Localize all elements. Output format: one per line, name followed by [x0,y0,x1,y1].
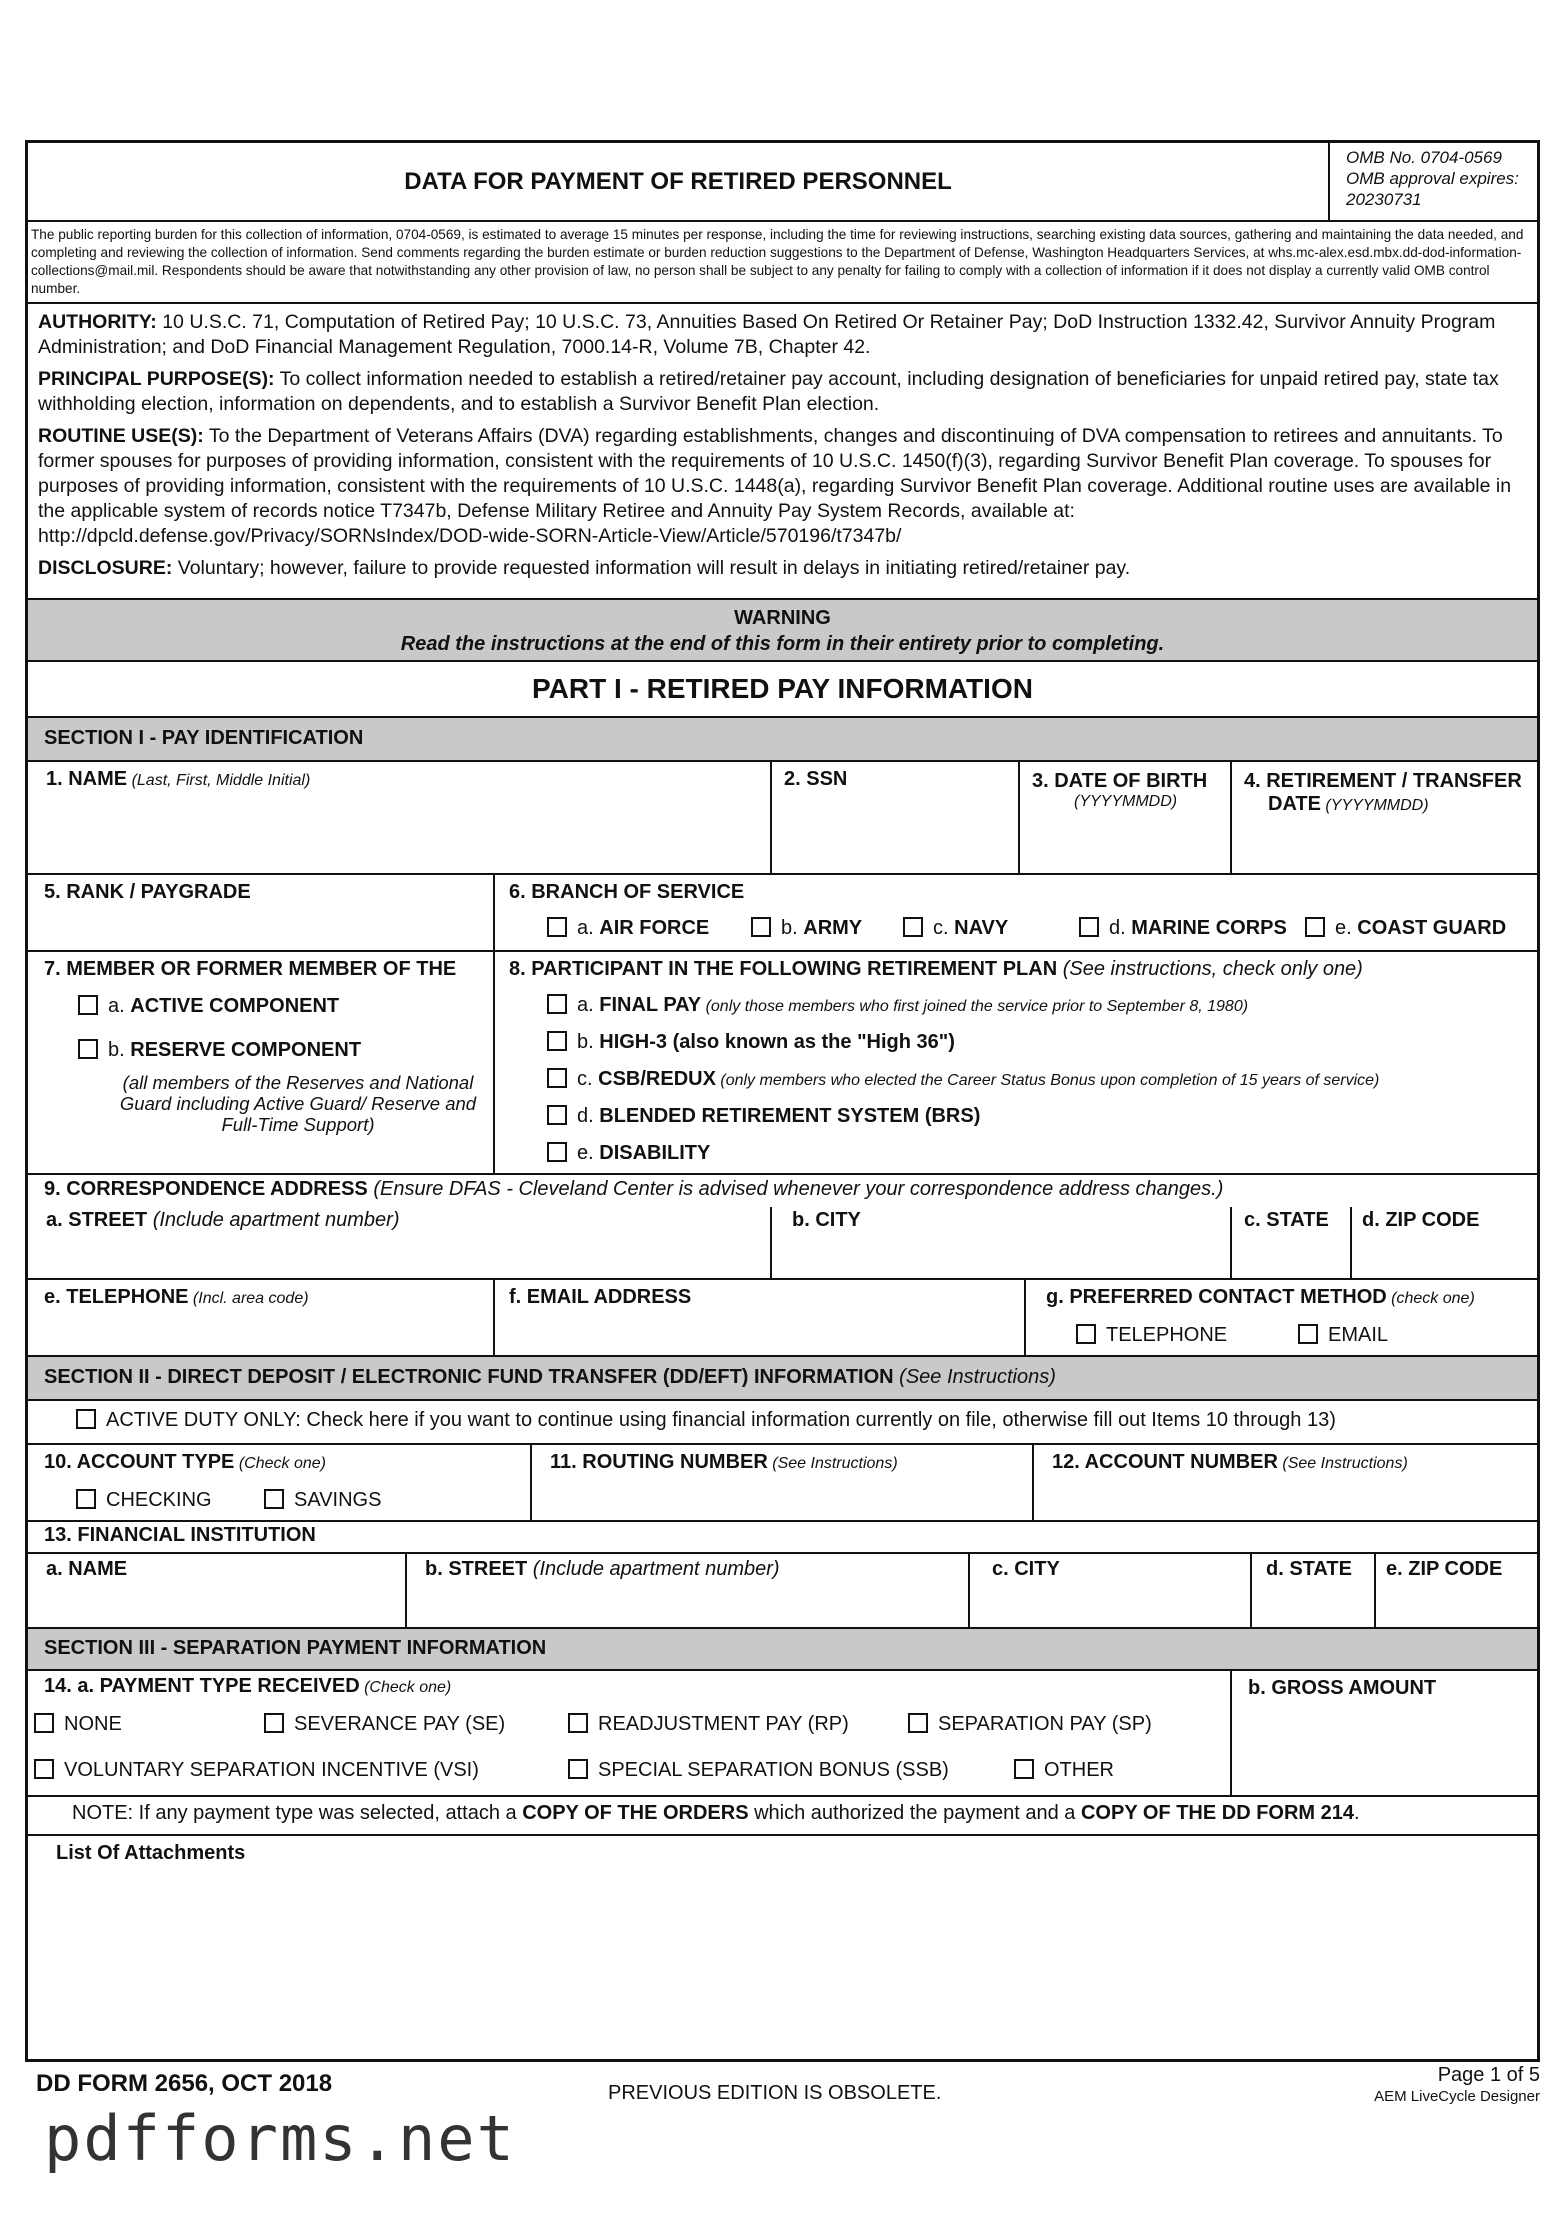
email-field[interactable] [493,1280,1024,1355]
payment-type-hint: (Check one) [359,1679,452,1696]
city-label: b. CITY [792,1209,861,1231]
account-type-field [28,1445,530,1520]
pay-option-label: VOLUNTARY SEPARATION INCENTIVE (VSI) [64,1759,479,1781]
account-number-field[interactable] [1032,1445,1537,1520]
plan-field [493,952,1537,1173]
csb-redux-checkbox[interactable] [547,1068,567,1088]
plan-brs[interactable] [547,1105,980,1128]
member-reserve[interactable] [78,1039,361,1062]
row-address [28,1207,1537,1278]
plan-high-3[interactable] [547,1031,955,1054]
branch-navy[interactable] [903,917,1008,940]
financial-institution-header [28,1520,1537,1552]
fi-zip-label: e. ZIP CODE [1386,1558,1503,1580]
authority-paragraph [38,310,1529,360]
branch-option-label: NAVY [954,917,1009,939]
pay-option-label: SPECIAL SEPARATION BONUS (SSB) [598,1759,949,1781]
burden-statement: The public reporting burden for this collection of information, 0704-0569, is estimated to average 15 minutes per response, including the time for reviewing instructions, searching existing data sources, gathering and maintaining the data needed, and completing and reviewing the collection of information. Send comments regarding the burden estimate or burden reduction suggestions to the Department of Defense, Washington Headquarters Services, at whs.mc-alex.esd.mbx.dd-dod-information-collections@mail.mil. Respondents should be aware that notwithstanding any other provision of law, no person shall be subject to any penalty for failing to comply with a collection of information if it does not display a currently valid OMB control number. [28,220,1537,302]
pay-option-label: SEVERANCE PAY (SE) [294,1713,506,1735]
contact-option-label: EMAIL [1328,1324,1389,1346]
active-duty-text: ACTIVE DUTY ONLY: Check here if you want to continue using financial information currently on file, otherwise fill out Items 10 through 13) [106,1409,1336,1431]
section-two-hint: (See Instructions) [893,1366,1056,1388]
other-checkbox[interactable] [1014,1759,1034,1779]
telephone-hint: (Incl. area code) [188,1290,309,1307]
none-checkbox[interactable] [34,1713,54,1733]
section-three-header: SECTION III - SEPARATION PAYMENT INFORMATION [28,1627,1537,1669]
member-option-label: ACTIVE COMPONENT [130,995,340,1017]
rank-field[interactable] [28,875,493,950]
row-payment-type [28,1669,1537,1795]
page-number: Page 1 of 5 [1437,2064,1540,2086]
member-active[interactable] [78,995,339,1018]
attachments-field[interactable] [28,1834,1537,2059]
note-text: NOTE: If any payment type was selected, attach a [72,1802,523,1824]
savings-checkbox[interactable] [264,1489,284,1509]
account-type-hint: (Check one) [234,1455,326,1472]
disclosure-text: Voluntary; however, failure to provide requested information will result in delays in initiating retired/retainer pay. [172,557,1131,579]
routing-number-field[interactable] [530,1445,1032,1520]
ssb-checkbox[interactable] [568,1759,588,1779]
plan-prefix: a. [577,994,594,1016]
branch-prefix: e. [1335,917,1352,939]
address-label: 9. CORRESPONDENCE ADDRESS [44,1178,368,1200]
branch-marine-corps[interactable] [1079,917,1287,940]
branch-field [493,875,1537,950]
branch-army-checkbox[interactable] [751,917,771,937]
fi-city-label: c. CITY [992,1558,1060,1580]
dob-label: 3. DATE OF BIRTH [1032,770,1208,792]
routing-number-label: 11. ROUTING NUMBER [550,1451,768,1473]
ssn-label: 2. SSN [784,768,848,790]
pay-none[interactable] [34,1713,122,1736]
dob-field[interactable] [1018,762,1230,873]
plan-disability[interactable] [547,1142,710,1165]
high-3-checkbox[interactable] [547,1031,567,1051]
account-savings[interactable] [264,1489,381,1512]
contact-method-label: g. PREFERRED CONTACT METHOD [1046,1286,1387,1308]
fi-name-label: a. NAME [46,1558,128,1580]
purpose-label: PRINCIPAL PURPOSE(S): [38,368,275,390]
vsi-checkbox[interactable] [34,1759,54,1779]
address-header [28,1173,1537,1207]
member-field [28,952,493,1173]
warning-box [28,598,1537,660]
authority-label: AUTHORITY: [38,311,157,333]
gross-amount-field[interactable] [1230,1671,1537,1795]
contact-email[interactable] [1298,1324,1388,1347]
plan-hint: (See instructions, check only one) [1057,958,1363,980]
branch-air-force[interactable] [547,917,709,940]
payment-type-field [28,1671,1230,1795]
pay-severance[interactable] [264,1713,505,1736]
attachments-label: List Of Attachments [56,1842,246,1864]
fi-street-field[interactable] [405,1554,968,1627]
retirement-date-field[interactable] [1230,762,1537,873]
omb-expires-date: 20230731 [1346,190,1422,209]
street-field[interactable] [28,1207,770,1278]
omb-box [1328,143,1537,220]
state-field[interactable] [1230,1207,1350,1278]
section-two-header [28,1355,1537,1399]
financial-institution-label: 13. FINANCIAL INSTITUTION [44,1524,316,1546]
plan-option-label: BLENDED RETIREMENT SYSTEM (BRS) [599,1105,981,1127]
plan-csb-redux[interactable] [547,1068,1379,1091]
rank-label: 5. RANK / PAYGRADE [44,881,251,903]
form-container [25,140,1540,2062]
branch-coast-guard[interactable] [1305,917,1506,940]
member-prefix: a. [108,995,125,1017]
warning-title: WARNING [734,607,831,629]
branch-army[interactable] [751,917,862,940]
omb-number: OMB No. 0704-0569 [1346,148,1502,167]
name-hint: (Last, First, Middle Initial) [131,772,311,789]
name-field[interactable] [28,762,770,873]
pay-option-label: OTHER [1044,1759,1114,1781]
contact-email-checkbox[interactable] [1298,1324,1318,1344]
fi-name-field[interactable] [28,1554,405,1627]
fi-street-label: b. STREET [425,1558,528,1580]
routine-text: To the Department of Veterans Affairs (DVA) regarding establishments, changes and discontinuing of DVA compensation to retirees and annuitants. To former spouses for purposes of providing information, consistent with the requirements of 10 U.S.C. 1450(f)(3), regarding Survivor Benefit Plan coverage. To spouses for purposes of providing information, consistent with the requirements of 10 U.S.C. 1448(a), regarding Survivor Benefit Plan coverage. Additional routine uses are available in the applicable system of records notice T7347b, Defense Military Retiree and Annuity Pay System Records, available at: http://dpcld.defense.gov/Privacy/SORNsIndex/DOD-wide-SORN-Article-View/Article/570196/t7347b/ [38,425,1512,547]
row-financial-institution [28,1552,1537,1627]
retirement-date-hint: (YYYYMMDD) [1325,797,1429,814]
plan-prefix: d. [577,1105,594,1127]
street-hint: (Include apartment number) [147,1209,400,1231]
ssn-field[interactable] [770,762,1018,873]
contact-option-label: TELEPHONE [1106,1324,1228,1346]
plan-final-pay[interactable] [547,994,1248,1017]
pay-separation[interactable] [908,1713,1152,1736]
account-number-label: 12. ACCOUNT NUMBER [1052,1451,1278,1473]
branch-coast-guard-checkbox[interactable] [1305,917,1325,937]
checking-checkbox[interactable] [76,1489,96,1509]
branch-prefix: d. [1109,917,1126,939]
routine-label: ROUTINE USE(S): [38,425,204,447]
pay-readjustment[interactable] [568,1713,849,1736]
state-label: c. STATE [1244,1209,1329,1231]
plan-option-note: (only members who elected the Career Status Bonus upon completion of 15 years of service) [715,1072,1380,1089]
separation-checkbox[interactable] [908,1713,928,1733]
contact-method-field [1024,1280,1537,1355]
pay-ssb[interactable] [568,1759,949,1782]
routine-use-paragraph [38,424,1529,549]
note-orders: COPY OF THE ORDERS [522,1802,749,1824]
obsolete-notice: PREVIOUS EDITION IS OBSOLETE. [608,2082,942,2104]
account-option-label: CHECKING [106,1489,212,1511]
plan-prefix: e. [577,1142,594,1164]
city-field[interactable] [770,1207,1230,1278]
form-header [28,143,1537,220]
disclosure-label: DISCLOSURE: [38,557,173,579]
plan-prefix: b. [577,1031,594,1053]
purpose-paragraph [38,367,1529,417]
telephone-field[interactable] [28,1280,493,1355]
branch-marine-corps-checkbox[interactable] [1079,917,1099,937]
row-identification [28,760,1537,873]
contact-telephone[interactable] [1076,1324,1227,1347]
disability-checkbox[interactable] [547,1142,567,1162]
pay-other[interactable] [1014,1759,1114,1782]
branch-prefix: a. [577,917,594,939]
attachment-note [28,1795,1537,1834]
plan-option-label: HIGH-3 (also known as the "High 36") [599,1031,955,1053]
active-duty-checkbox[interactable] [76,1409,96,1429]
branch-option-label: COAST GUARD [1357,917,1507,939]
dob-hint: (YYYYMMDD) [1074,793,1178,810]
branch-prefix: b. [781,917,798,939]
plan-option-label: CSB/REDUX [598,1068,716,1090]
branch-prefix: c. [933,917,949,939]
row-account [28,1443,1537,1520]
active-duty-row[interactable] [28,1399,1537,1443]
watermark-logo: pdfforms.net [44,2102,516,2175]
branch-option-label: MARINE CORPS [1131,917,1287,939]
fi-street-hint: (Include apartment number) [527,1558,780,1580]
account-type-label: 10. ACCOUNT TYPE [44,1451,235,1473]
street-label: a. STREET [46,1209,148,1231]
plan-option-label: FINAL PAY [599,994,702,1016]
omb-expires-label: OMB approval expires: [1346,169,1519,188]
retirement-date-label: 4. RETIREMENT / TRANSFER [1244,770,1522,792]
section-one-header: SECTION I - PAY IDENTIFICATION [28,716,1537,760]
active-component-checkbox[interactable] [78,995,98,1015]
member-prefix: b. [108,1039,125,1061]
fi-zip-field[interactable] [1374,1554,1537,1627]
account-checking[interactable] [76,1489,212,1512]
pay-option-label: SEPARATION PAY (SP) [938,1713,1152,1735]
note-dd214: COPY OF THE DD FORM 214 [1080,1802,1354,1824]
email-label: f. EMAIL ADDRESS [509,1286,692,1308]
final-pay-checkbox[interactable] [547,994,567,1014]
designer-credit: AEM LiveCycle Designer [1374,2088,1540,2105]
account-option-label: SAVINGS [294,1489,382,1511]
note-text: which authorized the payment and a [748,1802,1081,1824]
severance-checkbox[interactable] [264,1713,284,1733]
routing-number-hint: (See Instructions) [767,1455,898,1472]
retirement-date-label-2: DATE [1268,793,1321,815]
fi-city-field[interactable] [968,1554,1250,1627]
contact-method-hint: (check one) [1386,1290,1475,1307]
reserve-note: (all members of the Reserves and National Guard including Active Guard/ Reserve and Full-Time Support) [119,1072,477,1135]
contact-telephone-checkbox[interactable] [1076,1324,1096,1344]
row-component-plan [28,950,1537,1173]
readjustment-checkbox[interactable] [568,1713,588,1733]
payment-type-label: 14. a. PAYMENT TYPE RECEIVED [44,1675,360,1697]
address-hint: (Ensure DFAS - Cleveland Center is advised whenever your correspondence address changes.) [367,1178,1224,1200]
account-number-hint: (See Instructions) [1277,1455,1408,1472]
branch-option-label: ARMY [803,917,863,939]
plan-prefix: c. [577,1068,593,1090]
pay-option-label: NONE [64,1713,122,1735]
part-one-title: PART I - RETIRED PAY INFORMATION [28,660,1537,716]
branch-air-force-checkbox[interactable] [547,917,567,937]
fi-state-field[interactable] [1250,1554,1374,1627]
branch-option-label: AIR FORCE [599,917,710,939]
form-id: DD FORM 2656, OCT 2018 [36,2070,333,2097]
disclosure-paragraph [38,556,1529,581]
fi-state-label: d. STATE [1266,1558,1352,1580]
section-two-title: SECTION II - DIRECT DEPOSIT / ELECTRONIC FUND TRANSFER (DD/EFT) INFORMATION [44,1366,894,1388]
gross-amount-label: b. GROSS AMOUNT [1248,1677,1437,1699]
zip-field[interactable] [1350,1207,1537,1278]
pay-option-label: READJUSTMENT PAY (RP) [598,1713,849,1735]
reserve-component-checkbox[interactable] [78,1039,98,1059]
member-label: 7. MEMBER OR FORMER MEMBER OF THE [44,958,457,980]
member-option-label: RESERVE COMPONENT [130,1039,362,1061]
plan-label: 8. PARTICIPANT IN THE FOLLOWING RETIREMENT PLAN [509,958,1058,980]
plan-option-note: (only those members who first joined the service prior to September 8, 1980) [701,998,1249,1015]
branch-label: 6. BRANCH OF SERVICE [509,881,745,903]
pay-vsi[interactable] [34,1759,479,1782]
row-rank-branch [28,873,1537,950]
warning-text: Read the instructions at the end of this form in their entirety prior to completing. [400,633,1165,655]
authority-text: 10 U.S.C. 71, Computation of Retired Pay; 10 U.S.C. 73, Annuities Based On Retired Or Retainer Pay; DoD Instruction 1332.42, Survivor Annuity Program Administration; and DoD Financial Management Regulation, 7000.14-R, Volume 7B, Chapter 42. [38,311,1496,358]
form-title-cell [28,143,1328,220]
plan-option-label: DISABILITY [599,1142,711,1164]
form-title: DATA FOR PAYMENT OF RETIRED PERSONNEL [404,167,952,195]
note-text: . [1354,1802,1360,1824]
row-contact [28,1278,1537,1355]
branch-navy-checkbox[interactable] [903,917,923,937]
purpose-text: To collect information needed to establish a retired/retainer pay account, including designation of beneficiaries for unpaid retired pay, state tax withholding election, information on dependents, and to establish a Survivor Benefit Plan election. [38,368,1499,415]
name-label: 1. NAME [46,768,128,790]
telephone-label: e. TELEPHONE [44,1286,189,1308]
brs-checkbox[interactable] [547,1105,567,1125]
zip-label: d. ZIP CODE [1362,1209,1480,1231]
